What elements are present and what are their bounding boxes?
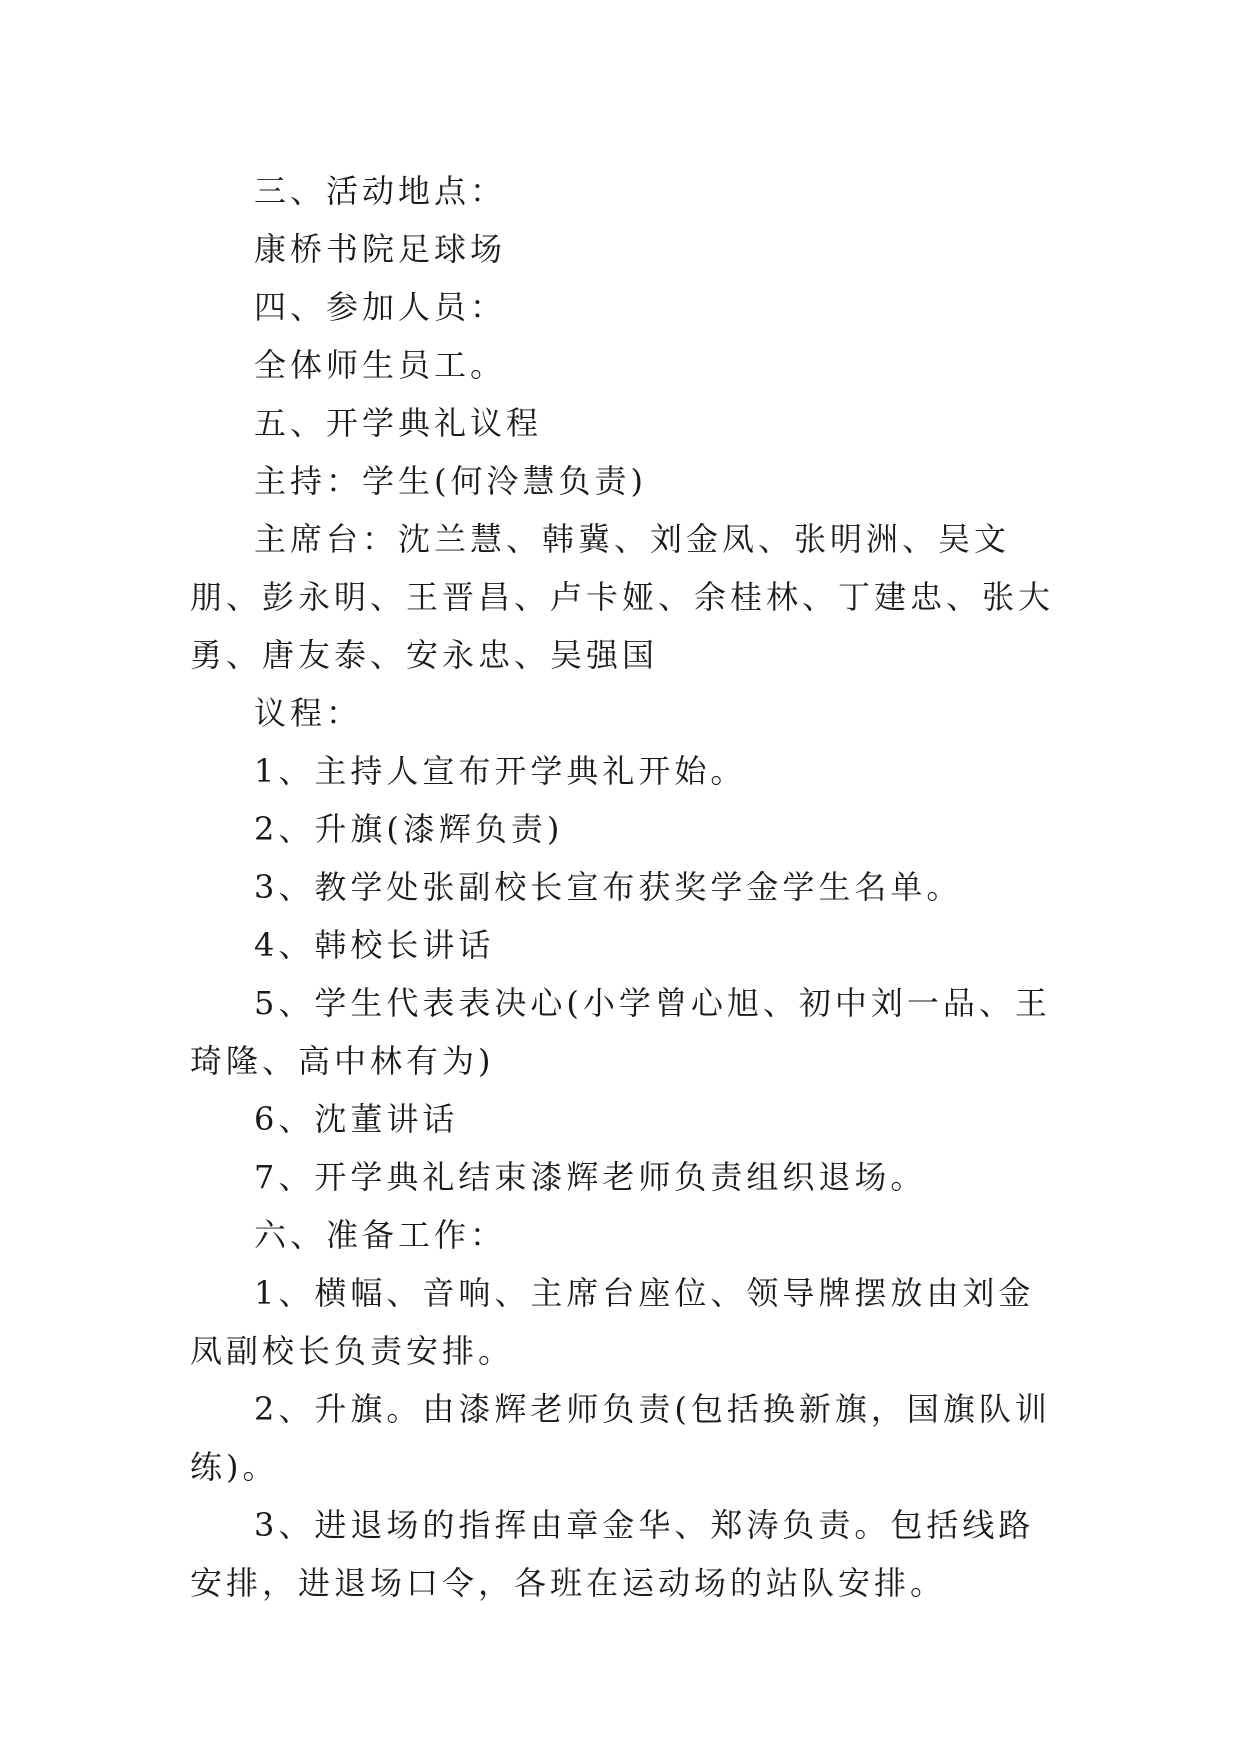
location-text: 康桥书院足球场 [254,230,507,268]
document-body [190,162,1070,1612]
section-heading-agenda: 五、开学典礼议程 [254,404,543,442]
section-heading-preparation: 六、准备工作： [254,1216,507,1254]
section-heading-location: 三、活动地点： [254,172,507,210]
preparation-item-1: 1、横幅、音响、主席台座位、领导牌摆放由刘金凤副校长负责安排。 [190,1274,1035,1370]
agenda-item-7: 7、开学典礼结束漆辉老师负责组织退场。 [254,1158,927,1196]
agenda-item-4: 4、韩校长讲话 [254,926,495,964]
agenda-item-1: 1、主持人宣布开学典礼开始。 [254,752,747,790]
preparation-item-3: 3、进退场的指挥由章金华、郑涛负责。包括线路安排，进退场口令，各班在运动场的站队安排。 [190,1506,1035,1602]
host-text: 主持：学生(何泠慧负责) [254,462,647,500]
section-heading-participants: 四、参加人员： [254,288,507,326]
agenda-item-5: 5、学生代表表决心(小学曾心旭、初中刘一品、王琦隆、高中林有为) [190,984,1051,1080]
agenda-item-2: 2、升旗(漆辉负责) [254,810,564,848]
agenda-item-6: 6、沈董讲话 [254,1100,459,1138]
presidium-text: 主席台：沈兰慧、韩冀、刘金凤、张明洲、吴文朋、彭永明、王晋昌、卢卡娅、余桂林、丁建忠、张大勇、唐友泰、安永忠、吴强国 [190,520,1055,674]
agenda-label: 议程： [254,694,363,732]
agenda-item-3: 3、教学处张副校长宣布获奖学金学生名单。 [254,868,963,906]
preparation-item-2: 2、升旗。由漆辉老师负责(包括换新旗，国旗队训练)。 [190,1390,1051,1486]
participants-text: 全体师生员工。 [254,346,507,384]
